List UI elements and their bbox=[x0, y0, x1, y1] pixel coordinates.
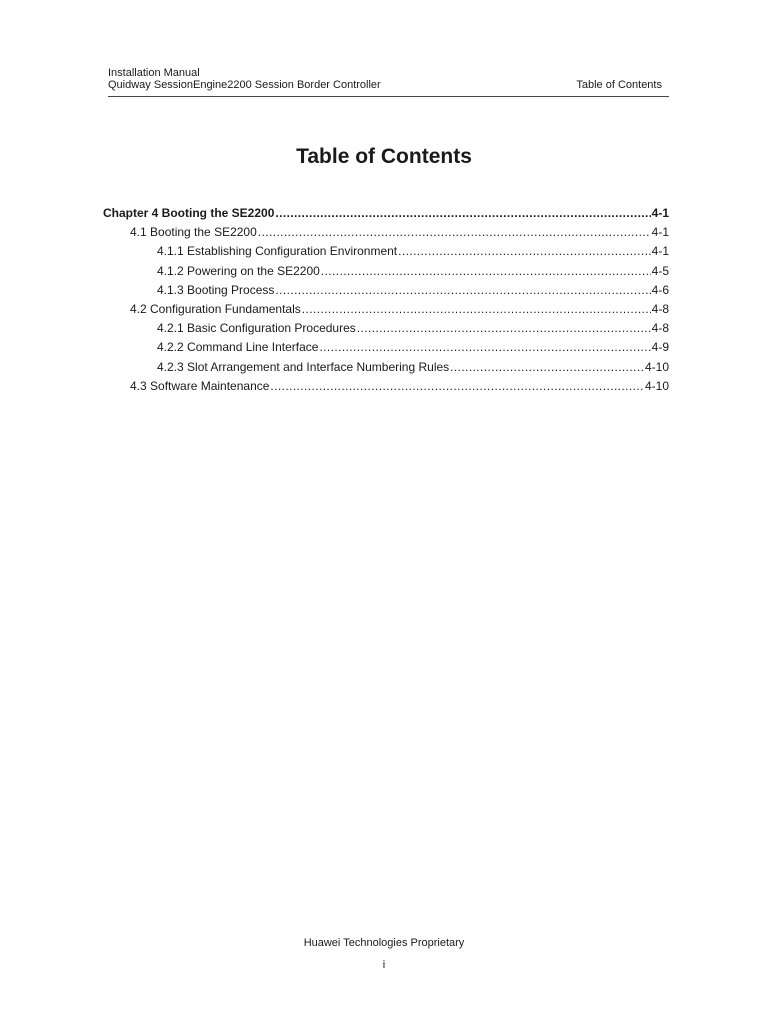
toc-entry-4-1[interactable] bbox=[103, 223, 669, 242]
toc-entry-label: 4.2.3 Slot Arrangement and Interface Numbering Rules bbox=[157, 359, 450, 374]
toc-entry-page: 4-5 bbox=[651, 263, 669, 278]
page-title: Table of Contents bbox=[296, 145, 472, 168]
toc-entry-4-2-1[interactable] bbox=[103, 319, 669, 338]
dot-leader bbox=[302, 300, 651, 319]
toc-entry-label: Chapter 4 Booting the SE2200 bbox=[103, 206, 275, 220]
toc-entry-chapter-4[interactable] bbox=[103, 204, 669, 223]
toc-entry-page: 4-1 bbox=[651, 225, 669, 240]
dot-leader bbox=[275, 281, 650, 300]
dot-leader bbox=[357, 319, 651, 338]
toc-entry-label: 4.1 Booting the SE2200 bbox=[130, 225, 257, 240]
toc-entry-page: 4-9 bbox=[651, 340, 669, 355]
toc-entry-label: 4.1.1 Establishing Configuration Environment bbox=[157, 244, 398, 259]
toc-entry-4-2[interactable] bbox=[103, 300, 669, 319]
header-product-name: Quidway SessionEngine2200 Session Border Controller bbox=[108, 79, 381, 91]
page-header bbox=[108, 67, 669, 97]
toc-entry-4-2-3[interactable] bbox=[103, 358, 669, 377]
dot-leader bbox=[275, 204, 650, 223]
dot-leader bbox=[321, 262, 651, 281]
toc-entry-page: 4-8 bbox=[651, 321, 669, 336]
toc-entry-4-2-2[interactable] bbox=[103, 338, 669, 357]
dot-leader bbox=[319, 338, 650, 357]
page-number: i bbox=[382, 959, 386, 971]
dot-leader bbox=[270, 377, 644, 396]
toc-entry-label: 4.1.2 Powering on the SE2200 bbox=[157, 263, 320, 278]
toc-entry-page: 4-1 bbox=[651, 244, 669, 259]
toc-entry-label: 4.2 Configuration Fundamentals bbox=[130, 301, 301, 316]
toc-entry-4-3[interactable] bbox=[103, 377, 669, 396]
toc-entry-label: 4.2.2 Command Line Interface bbox=[157, 340, 319, 355]
header-section-name: Table of Contents bbox=[576, 79, 662, 91]
toc-entry-4-1-2[interactable] bbox=[103, 262, 669, 281]
toc-entry-4-1-3[interactable] bbox=[103, 281, 669, 300]
toc-entry-page: 4-8 bbox=[651, 301, 669, 316]
toc-entry-label: 4.3 Software Maintenance bbox=[130, 378, 270, 393]
toc-entry-page: 4-10 bbox=[644, 378, 669, 393]
dot-leader bbox=[398, 242, 651, 261]
toc-entry-page: 4-10 bbox=[644, 359, 669, 374]
dot-leader bbox=[258, 223, 651, 242]
toc-entry-page: 4-6 bbox=[651, 282, 669, 297]
toc-entry-label: 4.2.1 Basic Configuration Procedures bbox=[157, 321, 356, 336]
dot-leader bbox=[450, 358, 644, 377]
footer-proprietary-notice: Huawei Technologies Proprietary bbox=[303, 937, 465, 949]
toc-entry-4-1-1[interactable] bbox=[103, 242, 669, 261]
toc-entry-label: 4.1.3 Booting Process bbox=[157, 282, 275, 297]
table-of-contents bbox=[103, 204, 669, 396]
toc-entry-page: 4-1 bbox=[651, 206, 669, 220]
header-doc-type: Installation Manual bbox=[108, 67, 200, 79]
